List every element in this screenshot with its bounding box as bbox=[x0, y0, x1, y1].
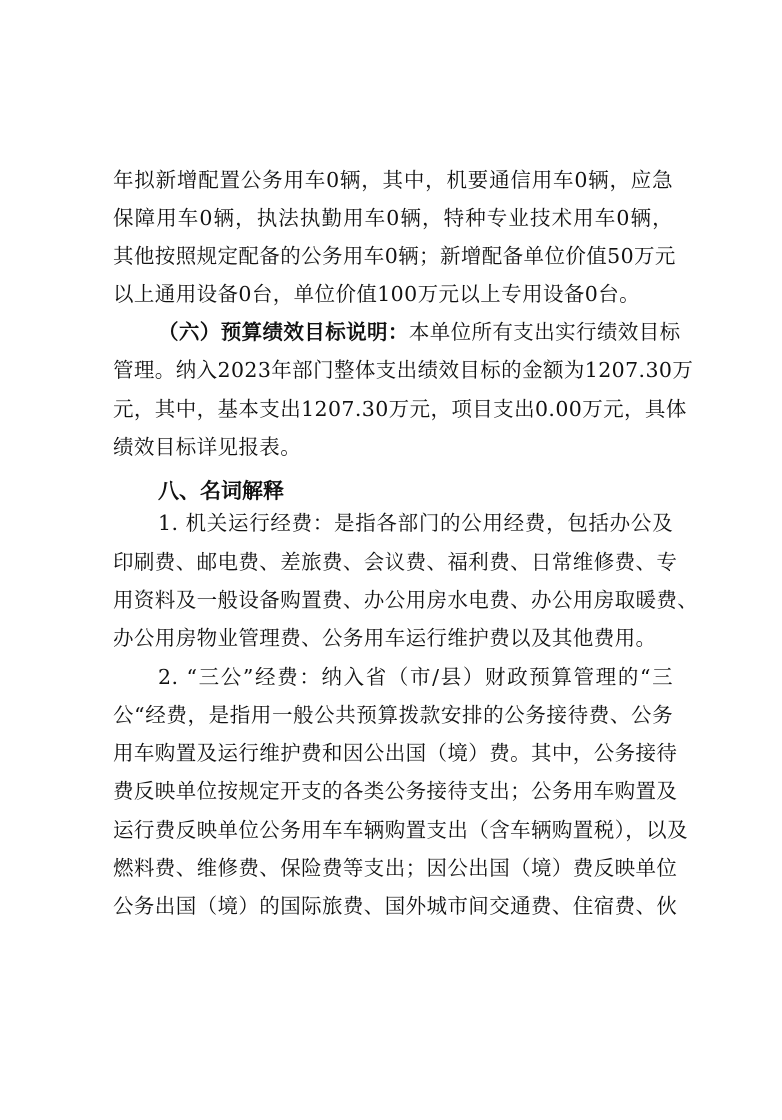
text-line: 用车购置及运行维护费和因公出国（境）费。其中，公务接待 bbox=[113, 741, 678, 765]
text-line: 用资料及一般设备购置费、办公用房水电费、办公用房取暖费、 bbox=[113, 588, 699, 612]
text-line: 公务出国（境）的国际旅费、国外城市间交通费、住宿费、伙 bbox=[113, 894, 678, 918]
text-line: 办公用房物业管理费、公务用车运行维护费以及其他费用。 bbox=[113, 626, 657, 650]
text-line: 1. 机关运行经费：是指各部门的公用经费，包括办公及 bbox=[158, 511, 673, 535]
text-line: 管理。纳入2023年部门整体支出绩效目标的金额为1207.30万 bbox=[113, 358, 694, 382]
text-line: 保障用车0辆，执法执勤用车0辆，特种专业技术用车0辆， bbox=[113, 206, 673, 230]
text-line: 以上通用设备0台，单位价值100万元以上专用设备0台。 bbox=[113, 282, 641, 306]
performance-heading: （六）预算绩效目标说明： bbox=[158, 320, 409, 344]
text-line: 费反映单位按规定开支的各类公务接待支出；公务用车购置及 bbox=[113, 779, 678, 803]
text-line: 燃料费、维修费、保险费等支出；因公出国（境）费反映单位 bbox=[113, 856, 678, 880]
text-line: 其他按照规定配备的公务用车0辆；新增配备单位价值50万元 bbox=[113, 244, 676, 268]
text-line: 绩效目标详见报表。 bbox=[113, 435, 302, 459]
text-line: 年拟新增配置公务用车0辆，其中，机要通信用车0辆，应急 bbox=[113, 168, 673, 192]
text-line: 元，其中，基本支出1207.30万元，项目支出0.00万元，具体 bbox=[113, 397, 687, 421]
text-line: 公“经费，是指用一般公共预算拨款安排的公务接待费、公务 bbox=[113, 703, 673, 727]
text-line: 运行费反映单位公务用车车辆购置支出（含车辆购置税），以及 bbox=[113, 818, 688, 842]
section-heading: 八、名词解释 bbox=[158, 478, 284, 503]
performance-first-line bbox=[158, 320, 681, 344]
text-line: 2. “三公”经费：纳入省（市/县）财政预算管理的“三 bbox=[158, 665, 673, 689]
text-line: 印刷费、邮电费、差旅费、会议费、福利费、日常维修费、专 bbox=[113, 550, 678, 574]
performance-first-text: 本单位所有支出实行绩效目标 bbox=[408, 320, 681, 344]
